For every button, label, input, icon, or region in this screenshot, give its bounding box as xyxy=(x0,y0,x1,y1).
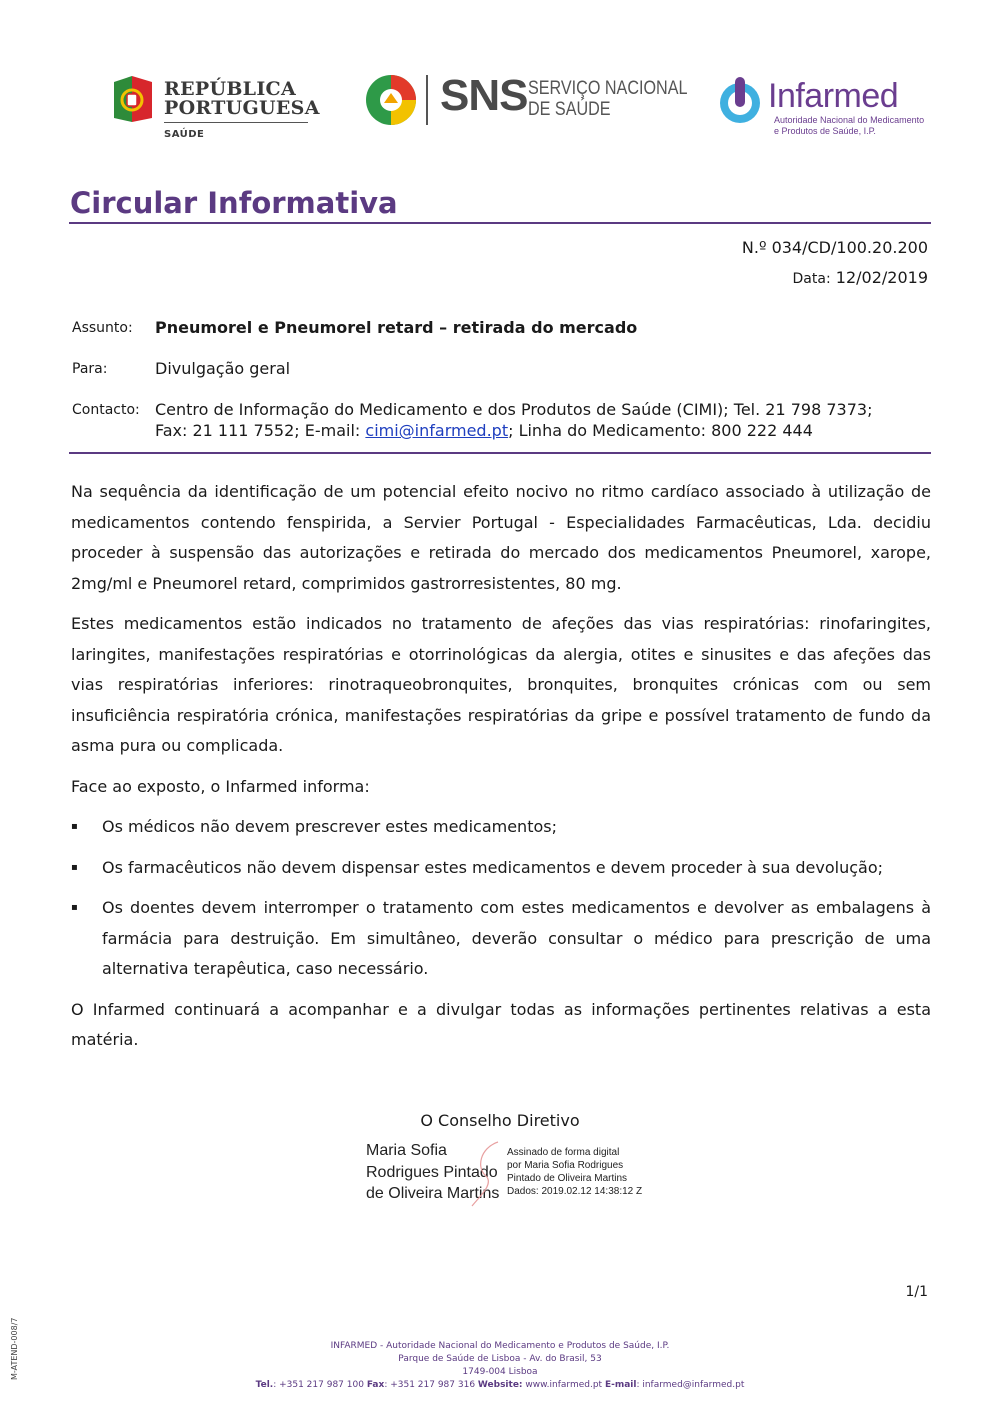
date-label: Data: xyxy=(792,271,831,287)
footer-tel: : +351 217 987 100 xyxy=(273,1380,364,1390)
bullet-icon: ▪ xyxy=(71,902,78,913)
sns-divider xyxy=(426,75,428,125)
bullet-icon: ▪ xyxy=(71,861,78,873)
signature-heading: O Conselho Diretivo xyxy=(420,1111,580,1130)
signature-info-line4: Dados: 2019.02.12 14:38:12 Z xyxy=(507,1186,643,1197)
infarmed-name: Infarmed xyxy=(768,77,899,115)
reference-number: N.º 034/CD/100.20.200 xyxy=(741,238,928,257)
paragraph-2: Estes medicamentos estão indicados no tratamento de afeções das vias respiratórias: rinofaringites, laringites, manifestações respiratórias e otorrinológicas da alergia, otites e sinusites e das afeções das vias respiratórias inferiores: rinotraqueobronquites, bronquites, bronquites crónicas com ou sem insuficiência respiratória crónica, manifestações respiratórias da gripe e possível tratamento de fundo da asma pura ou complicada. xyxy=(71,614,931,755)
signatory-name-line1: Maria Sofia xyxy=(366,1142,447,1159)
meta-divider xyxy=(69,452,931,454)
footer-email-label: E-mail xyxy=(604,1380,637,1390)
document-date xyxy=(793,268,928,287)
footer xyxy=(0,1340,1000,1392)
footer-email: : infarmed@infarmed.pt xyxy=(636,1380,745,1390)
rp-line2: PORTUGUESA xyxy=(164,97,320,119)
infarmed-sub1: Autoridade Nacional do Medicamento xyxy=(774,115,925,125)
contact-line1: Centro de Informação do Medicamento e dos Produtos de Saúde (CIMI); Tel. 21 798 7373; xyxy=(155,400,873,419)
republica-portuguesa-logo xyxy=(112,74,320,144)
footer-contacts xyxy=(0,1379,1000,1392)
footer-fax-label: Fax xyxy=(366,1380,385,1390)
list-item-text: Os doentes devem interromper o tratamento com estes medicamentos e devolver as embalagens à farmácia para destruição. Em simultâneo, deverão consultar o médico para prescrição de uma alternativa terapêutica, caso necessário. xyxy=(102,898,931,978)
signatory-name-line3: de Oliveira Martins xyxy=(366,1185,500,1202)
form-code: M-ATEND-008/7 xyxy=(10,1317,19,1380)
footer-web-label: Website: xyxy=(477,1380,523,1390)
footer-line2: Parque de Saúde de Lisboa - Av. do Brasil, 53 xyxy=(398,1354,602,1364)
infarmed-logo xyxy=(716,75,925,141)
date-value: 12/02/2019 xyxy=(835,268,928,287)
footer-line1: INFARMED - Autoridade Nacional do Medicamento e Produtos de Saúde, I.P. xyxy=(330,1341,670,1351)
list-item xyxy=(71,812,931,843)
rp-line1: REPÚBLICA xyxy=(164,78,296,100)
digital-signature-info xyxy=(507,1146,642,1198)
document-title: Circular Informativa xyxy=(70,186,398,220)
sns-acronym: SNS xyxy=(440,71,528,120)
bullet-icon: ▪ xyxy=(71,821,78,832)
list-item xyxy=(71,893,931,985)
list-item-text: Os farmacêuticos não devem dispensar estes medicamentos e devem proceder à sua devolução; xyxy=(102,857,884,877)
subject-label: Assunto: xyxy=(72,320,133,336)
signature-info-line2: por Maria Sofia Rodrigues xyxy=(507,1160,624,1171)
paragraph-4: O Infarmed continuará a acompanhar e a divulgar todas as informações pertinentes relativas a esta matéria. xyxy=(71,999,931,1049)
portugal-flag-icon xyxy=(112,74,154,124)
list-item-text: Os médicos não devem prescrever estes medicamentos; xyxy=(102,817,557,836)
sns-logo xyxy=(364,71,688,127)
rp-divider xyxy=(164,122,308,123)
subject-value: Pneumorel e Pneumorel retard – retirada do mercado xyxy=(155,318,638,337)
signature-info-line3: Pintado de Oliveira Martins xyxy=(507,1173,628,1184)
document-body xyxy=(71,477,931,1066)
footer-tel-label: Tel. xyxy=(255,1380,274,1390)
paragraph-3: Face ao exposto, o Infarmed informa: xyxy=(71,776,370,796)
footer-fax: : +351 217 987 316 xyxy=(384,1380,476,1390)
contact-fax: Fax: 21 111 7552; E-mail: xyxy=(155,421,366,440)
to-value: Divulgação geral xyxy=(155,359,291,378)
contact-hotline: ; Linha do Medicamento: 800 222 444 xyxy=(508,421,813,440)
footer-web: www.infarmed.pt xyxy=(522,1380,603,1390)
contact-line2 xyxy=(155,421,813,440)
sns-line2: DE SAÚDE xyxy=(528,99,611,120)
bullet-list xyxy=(71,812,931,985)
to-label: Para: xyxy=(72,361,108,377)
list-item xyxy=(71,853,931,884)
sns-line1: SERVIÇO NACIONAL xyxy=(528,78,688,99)
paragraph-1: Na sequência da identificação de um potencial efeito nocivo no ritmo cardíaco associado à utilização de medicamentos contendo fenspirida, a Servier Portugal - Especialidades Farmacêuticas, Lda. decidiu proceder à suspensão das autorizações e retirada do mercado dos medicamentos Pneumorel, xarope, 2mg/ml e Pneumorel retard, comprimidos gastrorresistentes, 80 mg. xyxy=(71,482,931,593)
infarmed-sub2: e Produtos de Saúde, I.P. xyxy=(774,126,876,136)
signature-flourish-icon xyxy=(460,1138,510,1210)
title-divider xyxy=(69,222,931,224)
contact-label: Contacto: xyxy=(72,402,140,418)
sns-emblem-icon xyxy=(364,73,418,127)
page-number: 1/1 xyxy=(905,1284,928,1300)
signature-info-line1: Assinado de forma digital xyxy=(507,1147,620,1158)
rp-line3: SAÚDE xyxy=(164,129,205,140)
signatory-name-line2: Rodrigues Pintado xyxy=(366,1163,498,1181)
footer-line3: 1749-004 Lisboa xyxy=(462,1367,538,1377)
infarmed-emblem-icon xyxy=(716,75,764,125)
contact-email-link[interactable]: cimi@infarmed.pt xyxy=(365,421,509,440)
